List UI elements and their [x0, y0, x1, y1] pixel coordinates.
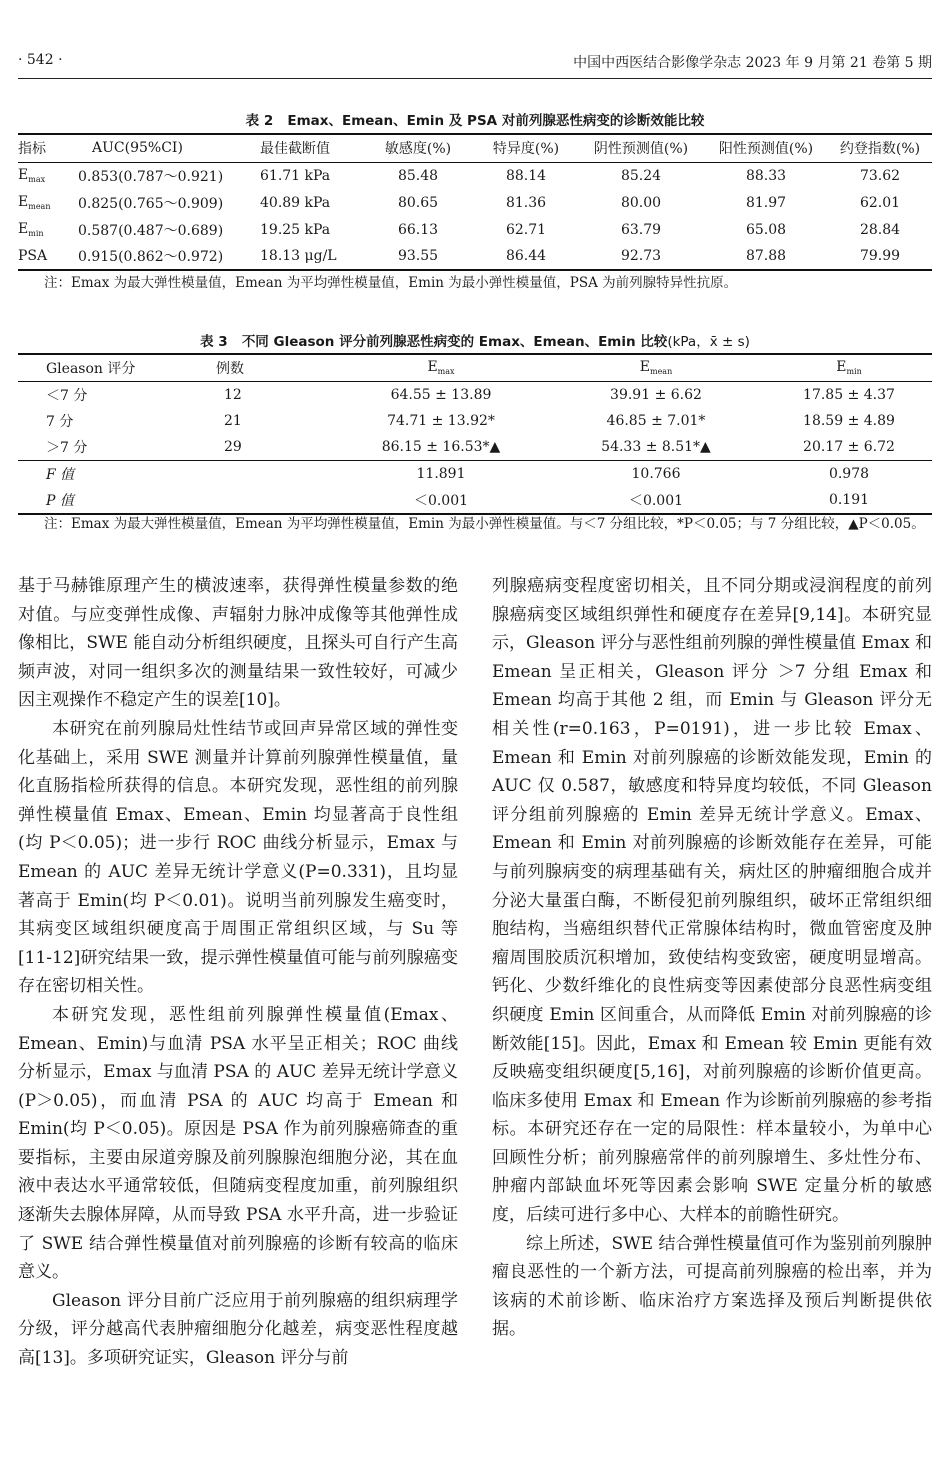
table3-header: 例数 [216, 360, 244, 377]
table2-cell: 0.853(0.787～0.921) [78, 168, 224, 185]
table2-header: 最佳截断值 [260, 141, 330, 158]
table3-cell: P 值 [46, 492, 74, 509]
table3-cell: 86.15 ± 16.53*▲ [381, 439, 501, 455]
table3-cell: ＜7 分 [46, 387, 88, 404]
table3-header: $E_{max}$ [427, 359, 455, 377]
table2-header-row [18, 134, 932, 162]
table2-cell: 86.44 [505, 248, 547, 264]
table3-cell: 54.33 ± 8.51*▲ [601, 439, 711, 455]
table3-caption [0, 330, 950, 350]
table2-cell: $E_{mean}$ [18, 194, 51, 211]
table-row [18, 434, 932, 461]
table3-cell: 0.191 [828, 491, 870, 508]
table2-cell: 79.99 [859, 248, 901, 264]
table3 [18, 353, 932, 515]
table2-header: 阳性预测值(%) [718, 141, 814, 158]
table3-cell: 17.85 ± 4.37 [803, 386, 895, 403]
table3-cell: ＜0.001 [413, 492, 469, 509]
table3-title: 不同 Gleason 评分前列腺恶性病变的 Emax、Emean、Emin 比较 [241, 334, 668, 350]
table3-header: $E_{min}$ [836, 359, 862, 377]
table3-unit: (kPa，x̄ ± s) [667, 334, 750, 350]
table2-cell: 0.825(0.765～0.909) [78, 195, 224, 212]
table-row [18, 189, 932, 216]
paragraph: 基于马赫锥原理产生的横波速率，获得弹性模量参数的绝对值。与应变弹性成像、声辐射力脉冲成像等其他弹性成像相比，SWE 能自动分析组织硬度，且探头可自行产生高频声波，对同一组织多次的测量结果一致性较好，可减少因主观操作不稳定产生的误差[10]。 [18, 576, 458, 711]
table2-cell: $E_{min}$ [18, 221, 44, 238]
table3-cell: 12 [224, 386, 242, 403]
table2-cell: 19.25 kPa [260, 221, 331, 238]
table2-cell: 88.14 [505, 167, 547, 184]
table2-cell: 80.65 [397, 194, 439, 211]
table3-cell: ＞7 分 [46, 440, 88, 456]
table2-cell: 65.08 [745, 221, 787, 238]
table-row [18, 487, 932, 514]
table2-cell: 92.73 [620, 248, 662, 264]
table3-cell: 18.59 ± 4.89 [803, 412, 895, 429]
table2-cell: 0.587(0.487～0.689) [78, 222, 224, 239]
table2-cell: 87.88 [745, 248, 787, 264]
table-row [18, 162, 932, 189]
table2-cell: 62.71 [505, 221, 547, 238]
table2-cell: 28.84 [859, 221, 901, 238]
table3-cell: 46.85 ± 7.01* [606, 412, 706, 429]
table3-cell: 7 分 [46, 413, 74, 430]
journal-info: 中国中西医结合影像学杂志 2023 年 9 月第 21 卷第 5 期 [573, 55, 932, 71]
table3-cell: 20.17 ± 6.72 [803, 439, 895, 455]
page-number: · 542 · [18, 52, 63, 68]
table3-cell: 11.891 [416, 466, 466, 482]
table2-cell: 18.13 μg/L [260, 248, 337, 264]
table2-cell: 93.55 [397, 248, 439, 264]
table3-header: $E_{mean}$ [639, 359, 673, 377]
table3-label: 表 3 [200, 334, 228, 350]
paragraph: 列腺癌病变程度密切相关，且不同分期或浸润程度的前列腺癌病变区域组织弹性和硬度存在差异[9,14]。本研究显示，Gleason 评分与恶性组前列腺的弹性模量值 Emax 和 Emean 呈正相关，Gleason 评分 ＞7 分组 Emax 和 Emean 均高于其他 2 组，而 Emin 与 Gleason 评分无相关性(r=0.163，P=0191)，进一步比较 Emax、Emean 和 Emin 对前列腺癌的诊断效能发现，Emin 的 AUC 仅 0.587，敏感度和特异度均较低，不同 Gleason 评分组前列腺癌的 Emin 差异无统计学意义。Emax、Emean 和 Emin 对前列腺癌的诊断效能存在差异，可能与前列腺病变的病理基础有关，病灶区的肿瘤细胞合成并分泌大量蛋白酶，不断侵犯前列腺组织，破坏正常组织细胞结构，当癌组织替代正常腺体结构时，微血管密度及肿瘤周围胶质沉积增加，致使结构变致密，硬度明显增高。钙化、少数纤维化的良性病变等因素使部分良恶性病变组织硬度 Emin 区间重合，从而降低 Emin 对前列腺癌的诊断效能[15]。因此，Emax 和 Emean 较 Emin 更能有效反映癌变组织硬度[5,16]，对前列腺癌的诊断价值更高。临床多使用 Emax 和 Emean 作为诊断前列腺癌的参考指标。本研究还存在一定的局限性：样本量较小，为单中心回顾性分析；前列腺癌常伴的前列腺增生、多灶性分布、肿瘤内部缺血坏死等因素会影响 SWE 定量分析的敏感度，后续可进行多中心、大样本的前瞻性研究。 [492, 576, 932, 1226]
table2-header: 特异度(%) [492, 141, 560, 158]
table2-cell: 80.00 [620, 194, 662, 211]
table2-header: 阴性预测值(%) [593, 141, 689, 158]
table3-cell: 29 [224, 439, 242, 455]
table3-cell: 39.91 ± 6.62 [610, 386, 702, 403]
table2-cell: 85.24 [620, 167, 662, 184]
table2-cell: 61.71 kPa [260, 167, 331, 184]
table2-note: 注：Emax 为最大弹性模量值，Emean 为平均弹性模量值，Emin 为最小弹性模量值，PSA 为前列腺特异性抗原。 [44, 275, 738, 291]
table3-cell: F 值 [46, 467, 75, 483]
table2-cell: 66.13 [397, 221, 439, 238]
table2-cell: 63.79 [620, 221, 662, 238]
paragraph: 本研究发现，恶性组前列腺弹性模量值(Emax、Emean、Emin)与血清 PSA 水平呈正相关；ROC 曲线分析显示，Emax 与血清 PSA 的 AUC 差异无统计学意义(P＞0.05)，而血清 PSA 的 AUC 均高于 Emean 和 Emin(均 P＜0.05)。原因是 PSA 作为前列腺癌筛查的重要指标，主要由尿道旁腺及前列腺腺泡细胞分泌，其在血液中表达水平通常较低，但随病变程度加重，前列腺组织逐渐失去腺体屏障，从而导致 PSA 水平升高，进一步验证了 SWE 结合弹性模量值对前列腺癌的诊断有较高的临床意义。 [18, 1004, 458, 1283]
table2-cell: PSA [18, 248, 48, 264]
table2-cell: 88.33 [745, 167, 787, 184]
table3-cell: 74.71 ± 13.92* [387, 412, 495, 429]
running-header [18, 52, 932, 76]
table-row [18, 381, 932, 408]
table3-cell: 64.55 ± 13.89 [390, 386, 492, 403]
table2 [18, 133, 932, 271]
table2-cell: 0.915(0.862～0.972) [78, 249, 224, 265]
table3-cell [216, 487, 336, 514]
paragraph: 综上所述，SWE 结合弹性模量值可作为鉴别前列腺肿瘤良恶性的一个新方法，可提高前列腺癌的检出率，并为该病的术前诊断、临床治疗方案选择及预后判断提供依据。 [492, 1233, 932, 1340]
table3-cell: 0.978 [828, 466, 870, 482]
paragraph: 本研究在前列腺局灶性结节或回声异常区域的弹性变化基础上，采用 SWE 测量并计算前列腺弹性模量值，量化直肠指检所获得的信息。本研究发现，恶性组的前列腺弹性模量值 Emax、Emean、Emin 均显著高于良性组(均 P＜0.05)；进一步行 ROC 曲线分析显示，Emax 与 Emean 的 AUC 差异无统计学意义(P=0.331)，且均显著高于 Emin(均 P＜0.01)。说明当前列腺发生癌变时，其病变区域组织硬度高于周围正常组织区域，与 Su 等[11-12]研究结果一致，提示弹性模量值可能与前列腺癌变存在密切相关性。 [18, 718, 458, 997]
table2-caption [0, 109, 950, 129]
table2-header: 敏感度(%) [384, 141, 452, 158]
table3-header: Gleason 评分 [46, 360, 136, 377]
table3-cell: 21 [224, 412, 242, 429]
table2-cell: $E_{max}$ [18, 167, 46, 185]
table2-header: 指标 [18, 141, 46, 158]
header-rule [18, 78, 932, 79]
table2-label: 表 2 [245, 113, 274, 129]
table-row [18, 216, 932, 243]
paragraph: Gleason 评分目前广泛应用于前列腺癌的组织病理学分级，评分越高代表肿瘤细胞分化越差，病变恶性程度越高[13]。多项研究证实，Gleason 评分与前 [18, 1290, 458, 1369]
table2-cell: 40.89 kPa [260, 194, 331, 211]
table2-cell: 81.36 [505, 194, 547, 211]
table3-cell [216, 461, 336, 488]
table2-cell: 85.48 [397, 167, 439, 184]
table-row [18, 243, 932, 270]
table-row [18, 408, 932, 435]
table3-note: 注：Emax 为最大弹性模量值，Emean 为平均弹性模量值，Emin 为最小弹性模量值。与＜7 分组比较，*P＜0.05；与 7 分组比较，▲P＜0.05。 [44, 516, 925, 532]
table2-header: 约登指数(%) [839, 141, 921, 158]
table2-cell: 73.62 [859, 167, 901, 184]
body-column-right [492, 572, 932, 1344]
table2-cell: 81.97 [745, 194, 787, 211]
table3-cell: ＜0.001 [628, 492, 684, 509]
table2-header: AUC(95%CI) [92, 140, 183, 157]
table3-cell: 10.766 [631, 466, 681, 482]
body-column-left [18, 572, 458, 1373]
table2-cell: 62.01 [859, 194, 901, 211]
table3-header-row [18, 354, 932, 381]
table2-title: Emax、Emean、Emin 及 PSA 对前列腺恶性病变的诊断效能比较 [287, 113, 705, 129]
table-row [18, 461, 932, 488]
